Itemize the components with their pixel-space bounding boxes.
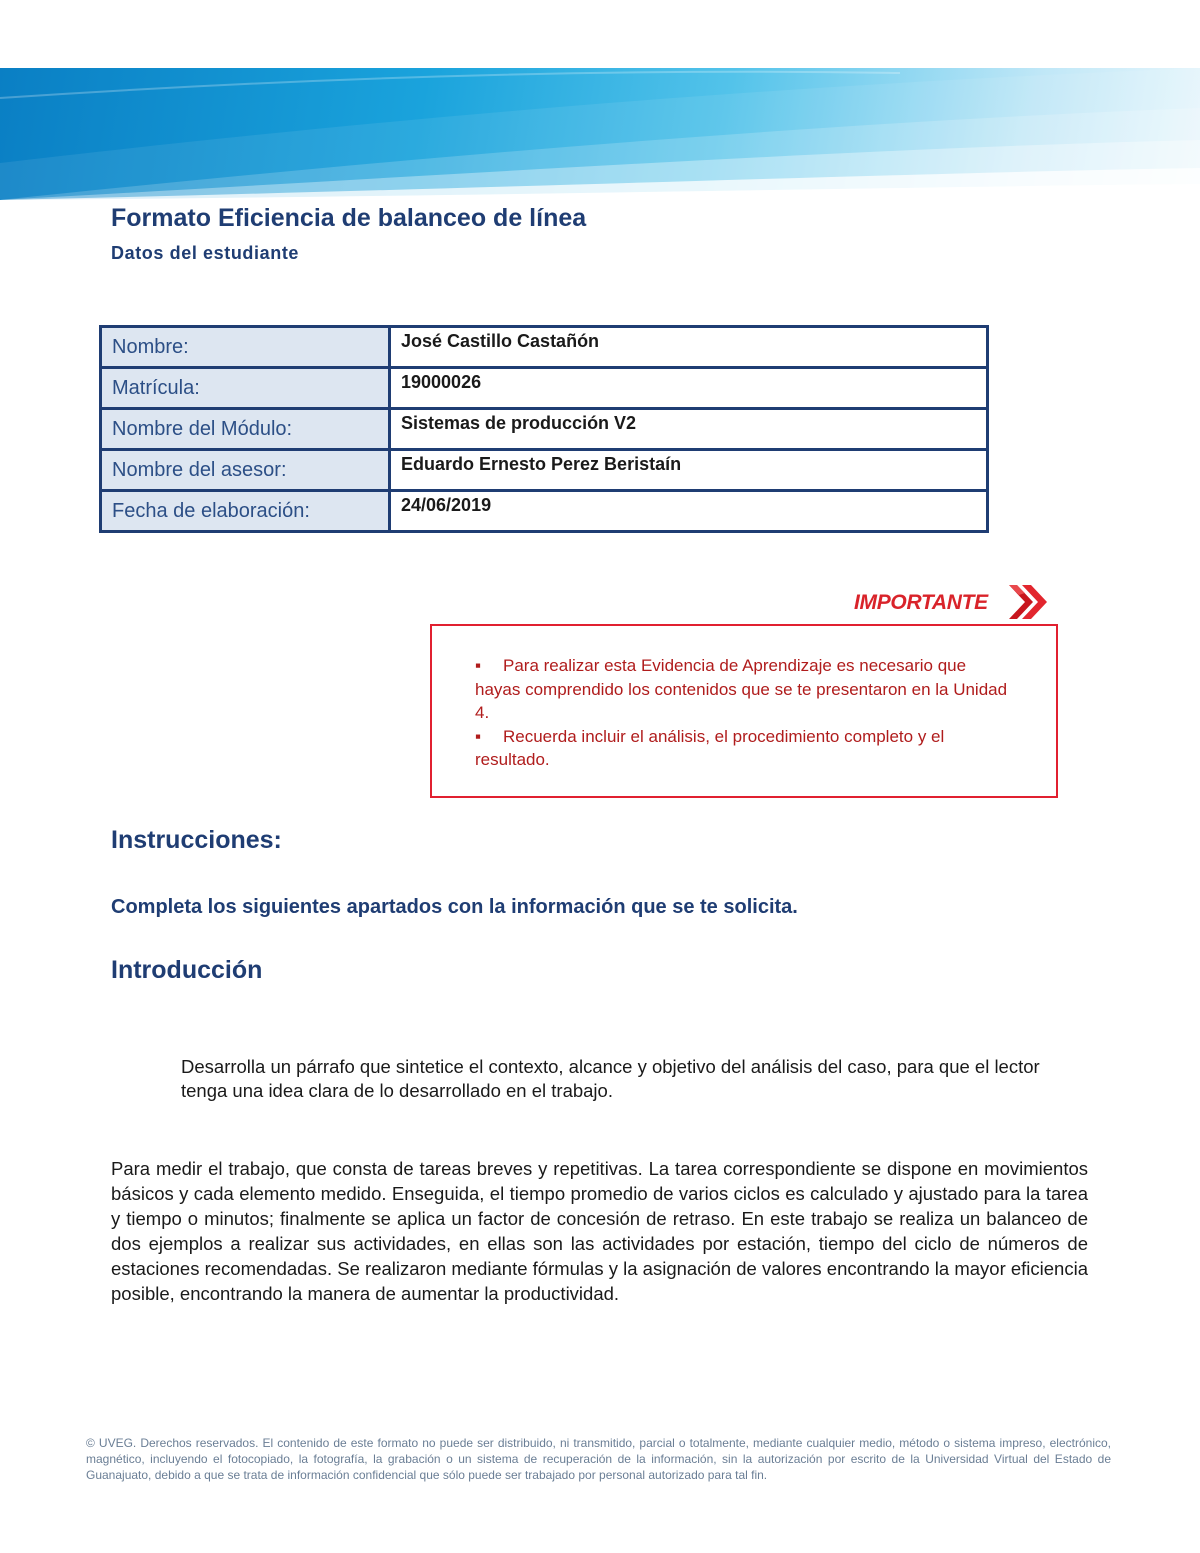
module-name-label: Nombre del Módulo:: [101, 409, 390, 450]
introduction-heading: Introducción: [111, 956, 263, 984]
instructions-text: Completa los siguientes apartados con la información que se te solicita.: [111, 896, 798, 918]
important-item-text: Recuerda incluir el análisis, el procedimiento completo y el resultado.: [475, 726, 945, 769]
table-row: [101, 327, 988, 368]
student-name-label: Nombre:: [101, 327, 390, 368]
student-name-value[interactable]: José Castillo Castañón: [390, 327, 988, 368]
student-id-label: Matrícula:: [101, 368, 390, 409]
module-name-value[interactable]: Sistemas de producción V2: [390, 409, 988, 450]
student-id-value[interactable]: 19000026: [390, 368, 988, 409]
list-item: [475, 654, 1016, 725]
table-row: [101, 491, 988, 532]
instructions-heading: Instrucciones:: [111, 826, 282, 854]
date-label: Fecha de elaboración:: [101, 491, 390, 532]
introduction-paragraph[interactable]: Para medir el trabajo, que consta de tareas breves y repetitivas. La tarea correspondiente se dispone en movimientos básicos y cada elemento medido. Enseguida, el tiempo promedio de varios ciclos es calculado y ajustado para la tarea y tiempo o minutos; finalmente se aplica un factor de concesión de retraso. En este trabajo se realiza un balanceo de dos ejemplos a realizar sus actividades, en ellas son las actividades por estación, tiempo del ciclo de números de estaciones recomendadas. Se realizaron mediante fórmulas y la asignación de valores encontrando la mayor eficiencia posible, encontrando la manera de aumentar la productividad.: [111, 1158, 1088, 1304]
double-chevron-right-icon: [1005, 583, 1049, 621]
document-title: Formato Eficiencia de balanceo de línea: [111, 204, 587, 232]
list-item: [475, 725, 1016, 772]
student-data-table: [99, 325, 989, 533]
important-box: [430, 624, 1058, 798]
bullet-icon: ▪: [475, 726, 482, 746]
table-row: [101, 368, 988, 409]
advisor-name-label: Nombre del asesor:: [101, 450, 390, 491]
banner-waves: [0, 68, 1200, 200]
table-row: [101, 450, 988, 491]
important-label: IMPORTANTE: [854, 591, 988, 614]
introduction-hint: Desarrolla un párrafo que sintetice el contexto, alcance y objetivo del análisis del caso, para que el lector tenga una idea clara de lo desarrollado en el trabajo.: [181, 1056, 1040, 1101]
important-item-text: Para realizar esta Evidencia de Aprendizaje es necesario que hayas comprendido los contenidos que se te presentaron en la Unidad 4.: [475, 656, 1008, 722]
date-value[interactable]: 24/06/2019: [390, 491, 988, 532]
header-banner: [0, 68, 1200, 200]
copyright-footer: © UVEG. Derechos reservados. El contenido de este formato no puede ser distribuido, ni transmitido, parcial o totalmente, mediante cualquier medio, método o sistema impreso, electrónico, magnético, incluyendo el fotocopiado, la fotografía, la grabación o un sistema de recuperación de la información, sin la autorización por escrito de la Universidad Virtual del Estado de Guanajuato, debido a que se trata de información confidencial que sólo puede ser trabajado por personal autorizado para tal fin.: [86, 1436, 1111, 1482]
table-row: [101, 409, 988, 450]
bullet-icon: ▪: [475, 656, 482, 675]
document-subtitle: Datos del estudiante: [111, 243, 300, 263]
advisor-name-value[interactable]: Eduardo Ernesto Perez Beristaín: [390, 450, 988, 491]
